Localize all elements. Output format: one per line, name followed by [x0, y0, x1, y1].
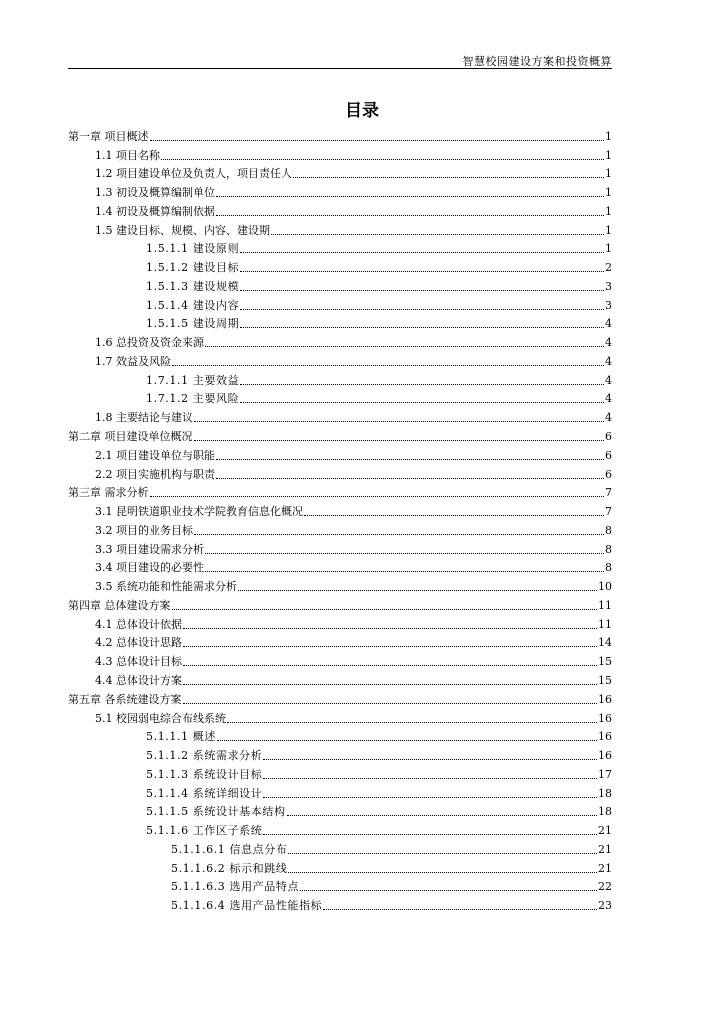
- toc-entry-label: 4.4 总体设计方案: [95, 673, 182, 687]
- toc-entry[interactable]: [68, 594, 612, 613]
- toc-entry-label: 3.5 系统功能和性能需求分析: [95, 580, 237, 594]
- toc-entry[interactable]: [68, 238, 612, 257]
- toc-entry[interactable]: [68, 744, 612, 763]
- toc-entry-page-number: 4: [605, 392, 612, 406]
- toc-dot-leader: [194, 439, 605, 441]
- toc-entry[interactable]: [68, 557, 612, 576]
- toc-entry-page-number: 15: [598, 655, 612, 669]
- toc-entry-page-number: 21: [598, 842, 612, 856]
- toc-dot-leader: [183, 664, 597, 666]
- toc-dot-leader: [161, 158, 604, 160]
- toc-dot-leader: [263, 777, 597, 779]
- toc-entry-page-number: 4: [605, 336, 612, 350]
- toc-entry[interactable]: [68, 782, 612, 801]
- toc-dot-leader: [205, 345, 604, 347]
- toc-entry-label: 5.1.1.3 系统设计目标: [146, 767, 263, 781]
- toc-entry[interactable]: [68, 406, 612, 425]
- toc-entry-page-number: 11: [598, 598, 612, 612]
- toc-dot-leader: [287, 814, 597, 816]
- toc-entry[interactable]: [68, 726, 612, 745]
- toc-dot-leader: [205, 570, 604, 572]
- toc-entry-page-number: 4: [605, 373, 612, 387]
- toc-entry-label: 5.1.1.4 系统详细设计: [146, 786, 263, 800]
- toc-dot-leader: [240, 401, 604, 403]
- toc-dot-leader: [323, 908, 597, 910]
- toc-entry-page-number: 16: [598, 692, 612, 706]
- toc-entry[interactable]: [68, 876, 612, 895]
- toc-entry-label: 2.2 项目实施机构与职责: [95, 467, 215, 481]
- toc-entry[interactable]: [68, 613, 612, 632]
- toc-entry-label: 5.1.1.6.3 选用产品特点: [171, 880, 300, 894]
- toc-entry-label: 2.1 项目建设单位与职能: [95, 448, 215, 462]
- toc-entry-page-number: 3: [605, 298, 612, 312]
- toc-entry-label: 1.3 初设及概算编制单位: [95, 186, 215, 200]
- running-header: 智慧校园建设方案和投资概算: [462, 55, 612, 68]
- toc-dot-leader: [304, 514, 604, 516]
- toc-entry-page-number: 16: [598, 749, 612, 763]
- toc-entry-label: 5.1.1.2 系统需求分析: [146, 749, 263, 763]
- toc-entry-page-number: 4: [605, 411, 612, 425]
- toc-entry-page-number: 1: [605, 223, 612, 237]
- toc-entry-page-number: 6: [605, 448, 612, 462]
- toc-entry-page-number: 16: [598, 711, 612, 725]
- toc-entry[interactable]: [68, 538, 612, 557]
- toc-dot-leader: [238, 589, 597, 591]
- toc-entry-label: 5.1.1.6.4 选用产品性能指标: [171, 899, 323, 913]
- toc-entry[interactable]: [68, 294, 612, 313]
- toc-dot-leader: [300, 889, 597, 891]
- toc-entry[interactable]: [68, 707, 612, 726]
- toc-dot-leader: [183, 702, 598, 704]
- toc-entry-page-number: 21: [598, 861, 612, 875]
- table-of-contents: [68, 125, 612, 913]
- toc-entry-label: 1.2 项目建设单位及负责人，项目责任人: [95, 167, 292, 181]
- toc-entry-page-number: 1: [605, 167, 612, 181]
- toc-entry-label: 第一章 项目概述: [68, 129, 149, 143]
- toc-entry-page-number: 10: [598, 580, 612, 594]
- toc-entry-label: 第二章 项目建设单位概况: [68, 430, 193, 444]
- toc-entry-label: 第四章 总体建设方案: [68, 598, 171, 612]
- toc-entry-page-number: 16: [598, 730, 612, 744]
- toc-entry-label: 1.5.1.4 建设内容: [146, 298, 240, 312]
- toc-entry[interactable]: [68, 801, 612, 820]
- toc-entry-page-number: 6: [605, 467, 612, 481]
- toc-entry-label: 1.7.1.2 主要风险: [146, 392, 240, 406]
- toc-entry[interactable]: [68, 463, 612, 482]
- toc-entry[interactable]: [68, 857, 612, 876]
- toc-entry[interactable]: [68, 894, 612, 913]
- toc-entry-label: 4.2 总体设计思路: [95, 636, 182, 650]
- toc-entry-page-number: 4: [605, 354, 612, 368]
- toc-entry[interactable]: [68, 688, 612, 707]
- toc-dot-leader: [216, 195, 604, 197]
- toc-dot-leader: [263, 758, 597, 760]
- toc-dot-leader: [183, 645, 597, 647]
- toc-entry-label: 3.3 项目建设需求分析: [95, 542, 204, 556]
- toc-entry-label: 1.5 建设目标、规模、内容、建设期: [95, 223, 270, 237]
- toc-entry-page-number: 8: [605, 523, 612, 537]
- toc-entry-page-number: 2: [605, 261, 612, 275]
- toc-entry[interactable]: [68, 181, 612, 200]
- toc-entry[interactable]: [68, 313, 612, 332]
- toc-dot-leader: [288, 871, 597, 873]
- toc-dot-leader: [172, 608, 598, 610]
- toc-entry-page-number: 1: [605, 129, 612, 143]
- toc-entry[interactable]: [68, 444, 612, 463]
- toc-dot-leader: [240, 326, 604, 328]
- toc-dot-leader: [216, 477, 604, 479]
- toc-entry-page-number: 18: [598, 786, 612, 800]
- toc-dot-leader: [194, 420, 604, 422]
- toc-dot-leader: [288, 852, 597, 854]
- toc-entry-page-number: 14: [598, 636, 612, 650]
- toc-dot-leader: [271, 233, 604, 235]
- toc-entry[interactable]: [68, 575, 612, 594]
- toc-entry-label: 1.5.1.2 建设目标: [146, 261, 240, 275]
- toc-entry[interactable]: [68, 144, 612, 163]
- toc-dot-leader: [205, 552, 604, 554]
- toc-entry-page-number: 23: [598, 899, 612, 913]
- toc-entry-page-number: 21: [598, 824, 612, 838]
- toc-entry-label: 1.4 初设及概算编制依据: [95, 204, 215, 218]
- toc-entry-label: 3.4 项目建设的必要性: [95, 561, 204, 575]
- toc-dot-leader: [183, 627, 597, 629]
- toc-entry-label: 1.7.1.1 主要效益: [146, 373, 240, 387]
- toc-dot-leader: [216, 214, 604, 216]
- toc-entry[interactable]: [68, 125, 612, 144]
- toc-entry[interactable]: [68, 350, 612, 369]
- toc-dot-leader: [240, 270, 604, 272]
- toc-entry[interactable]: [68, 256, 612, 275]
- toc-dot-leader: [150, 139, 605, 141]
- toc-dot-leader: [217, 739, 597, 741]
- toc-entry-label: 5.1.1.1 概述: [146, 730, 216, 744]
- toc-entry-label: 1.5.1.1 建设原则: [146, 242, 240, 256]
- toc-entry[interactable]: [68, 200, 612, 219]
- toc-entry-label: 1.5.1.3 建设规模: [146, 279, 240, 293]
- toc-entry[interactable]: [68, 275, 612, 294]
- toc-entry-page-number: 1: [605, 186, 612, 200]
- toc-dot-leader: [293, 176, 604, 178]
- toc-entry[interactable]: [68, 219, 612, 238]
- toc-title: 目录: [345, 101, 379, 121]
- toc-entry-label: 第三章 需求分析: [68, 486, 149, 500]
- toc-entry[interactable]: [68, 650, 612, 669]
- toc-entry-label: 1.1 项目名称: [95, 148, 160, 162]
- toc-entry-label: 1.5.1.5 建设周期: [146, 317, 240, 331]
- toc-entry-label: 3.1 昆明铁道职业技术学院教育信息化概况: [95, 505, 303, 519]
- toc-entry-label: 第五章 各系统建设方案: [68, 692, 182, 706]
- toc-dot-leader: [172, 364, 604, 366]
- toc-dot-leader: [194, 533, 604, 535]
- toc-entry-label: 1.8 主要结论与建议: [95, 411, 193, 425]
- toc-entry-label: 4.3 总体设计目标: [95, 655, 182, 669]
- toc-entry-page-number: 4: [605, 317, 612, 331]
- toc-dot-leader: [263, 796, 597, 798]
- toc-entry-label: 5.1.1.6.1 信息点分布: [171, 842, 288, 856]
- toc-entry-label: 5.1.1.5 系统设计基本结构: [146, 805, 286, 819]
- toc-entry-label: 4.1 总体设计依据: [95, 617, 182, 631]
- toc-entry-page-number: 1: [605, 148, 612, 162]
- toc-entry-page-number: 11: [598, 617, 612, 631]
- toc-entry-page-number: 7: [605, 505, 612, 519]
- toc-entry[interactable]: [68, 763, 612, 782]
- toc-entry[interactable]: [68, 819, 612, 838]
- toc-dot-leader: [150, 495, 605, 497]
- toc-dot-leader: [240, 383, 604, 385]
- toc-entry-label: 5.1.1.6.2 标示和跳线: [171, 861, 288, 875]
- toc-entry-label: 5.1.1.6 工作区子系统: [146, 824, 263, 838]
- toc-entry-page-number: 8: [605, 561, 612, 575]
- toc-dot-leader: [240, 308, 604, 310]
- toc-dot-leader: [183, 683, 597, 685]
- toc-entry-page-number: 17: [598, 767, 612, 781]
- toc-entry[interactable]: [68, 425, 612, 444]
- toc-entry-page-number: 1: [605, 204, 612, 218]
- toc-dot-leader: [227, 721, 597, 723]
- toc-entry-label: 1.6 总投资及资金来源: [95, 336, 204, 350]
- toc-entry-page-number: 8: [605, 542, 612, 556]
- toc-entry-page-number: 3: [605, 279, 612, 293]
- header-rule: [68, 68, 612, 69]
- toc-entry-page-number: 1: [605, 242, 612, 256]
- toc-entry-label: 1.7 效益及风险: [95, 354, 171, 368]
- toc-entry[interactable]: [68, 369, 612, 388]
- toc-entry[interactable]: [68, 331, 612, 350]
- toc-entry-label: 3.2 项目的业务目标: [95, 523, 193, 537]
- toc-entry-label: 5.1 校园弱电综合布线系统: [95, 711, 226, 725]
- toc-dot-leader: [240, 251, 604, 253]
- toc-entry[interactable]: [68, 669, 612, 688]
- toc-entry[interactable]: [68, 163, 612, 182]
- toc-dot-leader: [240, 289, 604, 291]
- toc-dot-leader: [263, 833, 597, 835]
- toc-entry[interactable]: [68, 838, 612, 857]
- toc-entry[interactable]: [68, 632, 612, 651]
- toc-entry[interactable]: [68, 482, 612, 501]
- toc-entry[interactable]: [68, 500, 612, 519]
- toc-entry-page-number: 18: [598, 805, 612, 819]
- toc-entry[interactable]: [68, 388, 612, 407]
- toc-entry[interactable]: [68, 519, 612, 538]
- toc-entry-page-number: 15: [598, 673, 612, 687]
- toc-dot-leader: [216, 458, 604, 460]
- toc-entry-page-number: 7: [605, 486, 612, 500]
- toc-entry-page-number: 22: [598, 880, 612, 894]
- toc-entry-page-number: 6: [605, 430, 612, 444]
